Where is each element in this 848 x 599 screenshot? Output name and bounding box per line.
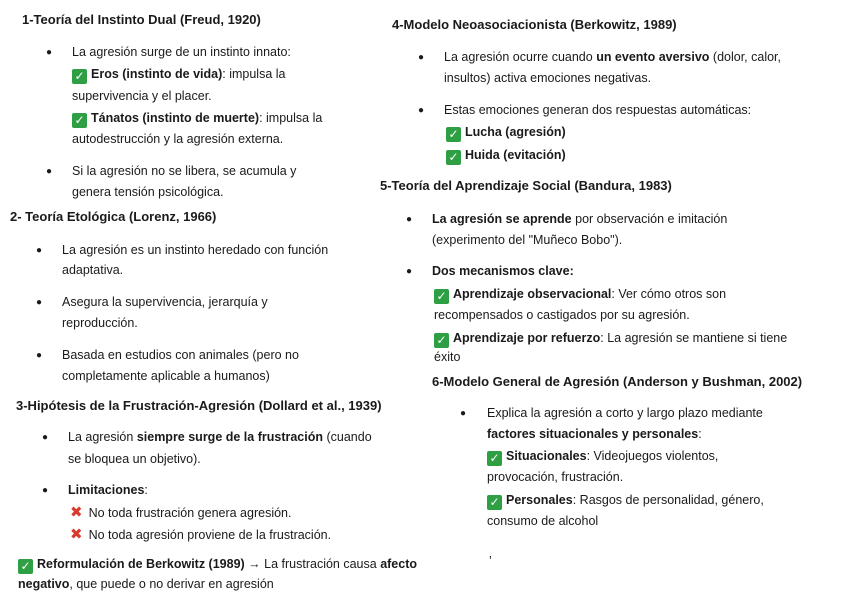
check-icon: ✓ (487, 495, 502, 510)
cross-icon: ✖ (70, 526, 83, 543)
section-2-title: 2- Teoría Etológica (Lorenz, 1966) (10, 209, 217, 224)
s1-bullet-2-line-2: genera tensión psicológica. (72, 185, 224, 199)
bullet-icon: ● (418, 105, 425, 116)
s4-huida: ✓ Huida (evitación) (446, 145, 566, 166)
section-4-title: 4-Modelo Neoasociacionista (Berkowitz, 1989) (392, 17, 677, 32)
s5-refuerzo: ✓ Aprendizaje por refuerzo: La agresión se mantiene si tiene (434, 328, 787, 349)
s3-reformulacion-line-2: negativo, que puede o no derivar en agresión (18, 577, 274, 591)
bullet-icon: ● (418, 52, 425, 63)
check-icon: ✓ (446, 150, 461, 165)
stray-mark: ’ (489, 554, 492, 568)
s3-reformulacion: ✓ Reformulación de Berkowitz (1989) → La frustración causa afecto (18, 554, 417, 575)
s5-observacional-line-2: recompensados o castigados por su agresión. (434, 308, 690, 322)
check-icon: ✓ (72, 69, 87, 84)
section-6-title: 6-Modelo General de Agresión (Anderson y Bushman, 2002) (432, 374, 803, 389)
s6-personales-line-2: consumo de alcohol (487, 514, 599, 528)
s2-bullet-3-line-2: completamente aplicable a humanos) (62, 369, 270, 383)
bullet-icon: ● (406, 214, 413, 225)
s4-bullet-2: Estas emociones generan dos respuestas automáticas: (444, 103, 752, 117)
section-5-title: 5-Teoría del Aprendizaje Social (Bandura, 1983) (380, 178, 672, 193)
check-icon: ✓ (446, 127, 461, 142)
s2-bullet-1-line-2: adaptativa. (62, 263, 124, 277)
bullet-icon: ● (46, 47, 53, 58)
s1-tanatos-line: ✓ Tánatos (instinto de muerte): impulsa la (72, 108, 322, 129)
section-1-title: 1-Teoría del Instinto Dual (Freud, 1920) (22, 12, 261, 27)
s3-limit-1: ✖ No toda frustración genera agresión. (70, 504, 292, 521)
bullet-icon: ● (42, 432, 49, 443)
s1-eros-line-2: supervivencia y el placer. (72, 89, 212, 103)
s6-bullet-1: Explica la agresión a corto y largo plazo mediante (487, 406, 763, 420)
s2-bullet-1: La agresión es un instinto heredado con función (62, 243, 329, 257)
s4-lucha: ✓ Lucha (agresión) (446, 122, 566, 143)
bullet-icon: ● (36, 245, 43, 256)
bullet-icon: ● (36, 297, 43, 308)
s1-bullet-2: Si la agresión no se libera, se acumula y (72, 164, 297, 178)
s1-bullet-1: La agresión surge de un instinto innato: (72, 45, 291, 59)
bullet-icon: ● (42, 485, 49, 496)
s3-limitaciones: Limitaciones: (68, 483, 148, 497)
s4-bullet-1: La agresión ocurre cuando un evento aversivo (dolor, calor, (444, 50, 782, 64)
s5-bullet-1: La agresión se aprende por observación e imitación (432, 212, 728, 226)
check-icon: ✓ (434, 289, 449, 304)
s6-personales: ✓ Personales: Rasgos de personalidad, género, (487, 490, 764, 511)
s6-situacionales-line-2: provocación, frustración. (487, 470, 624, 484)
s3-limit-2: ✖ No toda agresión proviene de la frustración. (70, 526, 332, 543)
s5-bullet-1-line-2: (experimento del "Muñeco Bobo"). (432, 233, 623, 247)
s3-bullet-1: La agresión siempre surge de la frustración (cuando (68, 430, 372, 444)
s6-bullet-1-line-2: factores situacionales y personales: (487, 427, 702, 441)
s1-eros-line: ✓ Eros (instinto de vida): impulsa la (72, 64, 286, 85)
s6-situacionales: ✓ Situacionales: Videojuegos violentos, (487, 446, 718, 467)
section-3-title: 3-Hipótesis de la Frustración-Agresión (Dollard et al., 1939) (16, 398, 382, 413)
s2-bullet-2: Asegura la supervivencia, jerarquía y (62, 295, 268, 309)
bullet-icon: ● (46, 166, 53, 177)
s5-observacional: ✓ Aprendizaje observacional: Ver cómo otros son (434, 284, 726, 305)
s4-bullet-1-line-2: insultos) activa emociones negativas. (444, 71, 652, 85)
s5-bullet-2: Dos mecanismos clave: (432, 264, 574, 278)
check-icon: ✓ (72, 113, 87, 128)
s5-refuerzo-line-2: éxito (434, 350, 461, 364)
s3-bullet-1-line-2: se bloquea un objetivo). (68, 452, 201, 466)
bullet-icon: ● (406, 266, 413, 277)
check-icon: ✓ (434, 333, 449, 348)
check-icon: ✓ (487, 451, 502, 466)
s1-tanatos-line-2: autodestrucción y la agresión externa. (72, 132, 284, 146)
cross-icon: ✖ (70, 504, 83, 521)
check-icon: ✓ (18, 559, 33, 574)
s2-bullet-3: Basada en estudios con animales (pero no (62, 348, 299, 362)
s2-bullet-2-line-2: reproducción. (62, 316, 138, 330)
bullet-icon: ● (460, 408, 467, 419)
bullet-icon: ● (36, 350, 43, 361)
